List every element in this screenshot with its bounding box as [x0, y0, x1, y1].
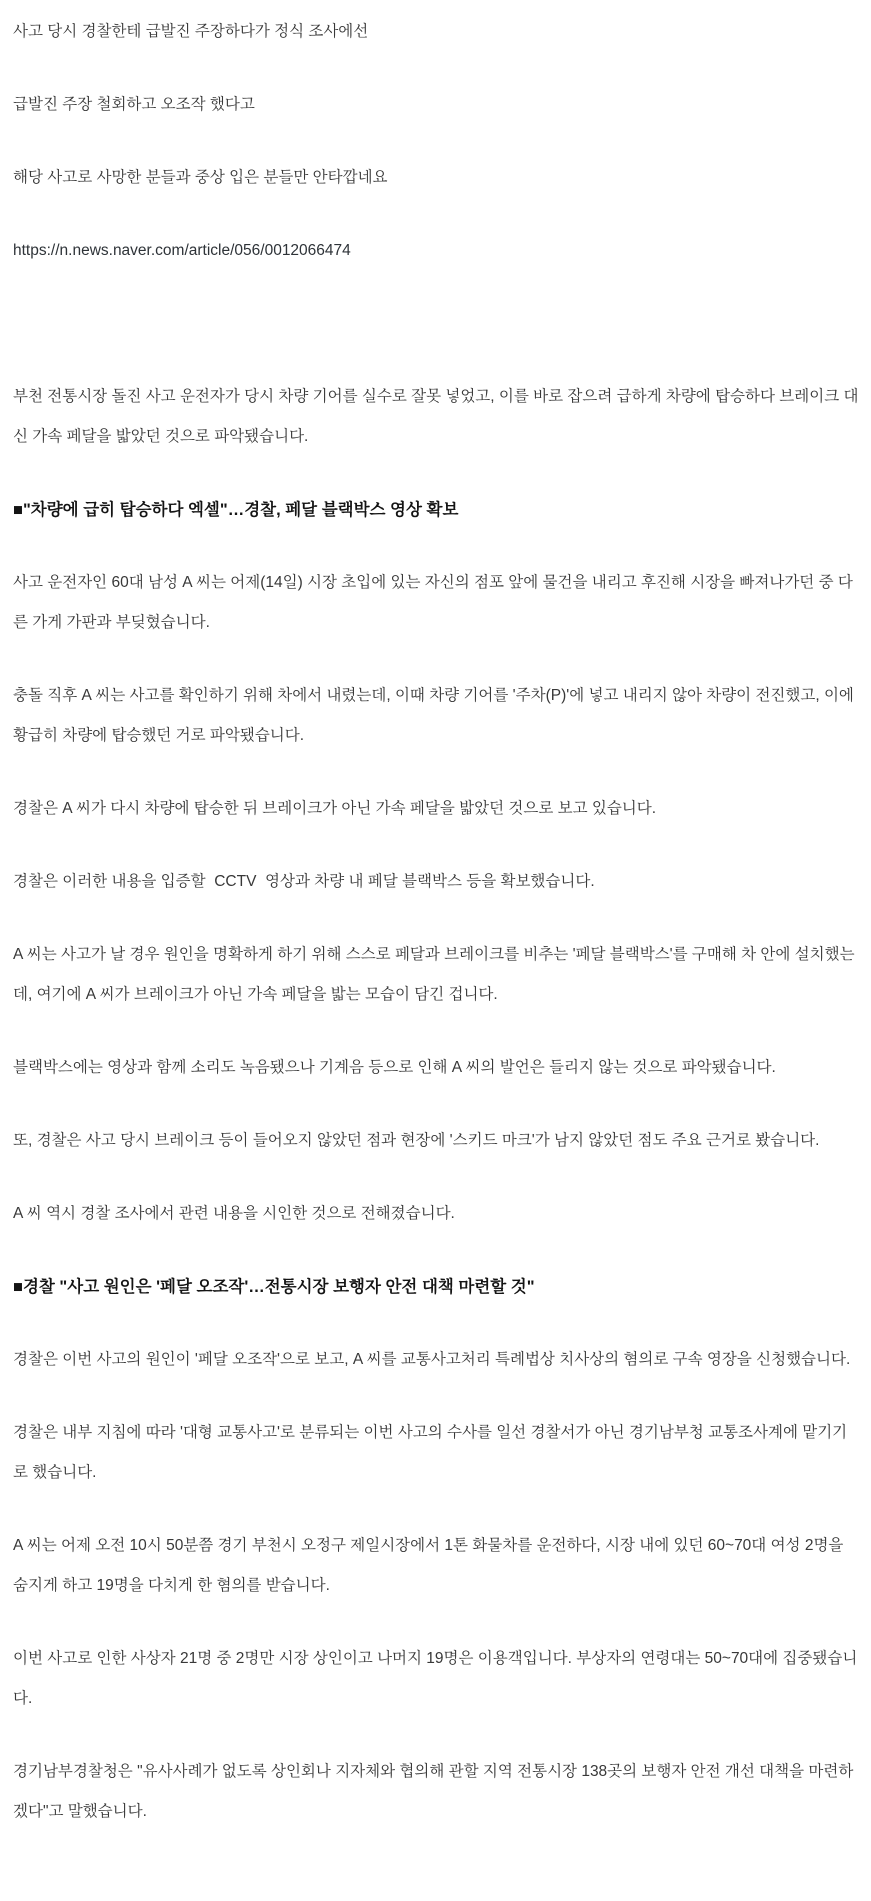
article-paragraph: 또, 경찰은 사고 당시 브레이크 등이 들어오지 않았던 점과 현장에 '스키드 마크'가 남지 않았던 점도 주요 근거로 봤습니다.	[13, 1132, 820, 1149]
source-url-link[interactable]: https://n.news.naver.com/article/056/0012066474	[13, 242, 351, 259]
article-paragraph: 경기남부경찰청은 "유사사례가 없도록 상인회나 지자체와 협의해 관할 지역 전통시장 138곳의 보행자 안전 개선 대책을 마련하겠다"고 말했습니다.	[13, 1763, 854, 1820]
intro-line-1: 사고 당시 경찰한테 급발진 주장하다가 정식 조사에선	[13, 23, 369, 40]
intro-line-3: 해당 사고로 사망한 분들과 중상 입은 분들만 안타깝네요	[13, 169, 388, 186]
intro-line-2: 급발진 주장 철회하고 오조작 했다고	[13, 96, 255, 113]
article-paragraph: A 씨는 어제 오전 10시 50분쯤 경기 부천시 오정구 제일시장에서 1톤 화물차를 운전하다, 시장 내에 있던 60~70대 여성 2명을 숨지게 하고 19명을 다치게 한 혐의를 받습니다.	[13, 1537, 848, 1594]
article-paragraph: A 씨는 사고가 날 경우 원인을 명확하게 하기 위해 스스로 페달과 브레이크를 비추는 '페달 블랙박스'를 구매해 차 안에 설치했는데, 여기에 A 씨가 브레이크가 아닌 가속 페달을 밟는 모습이 담긴 겁니다.	[13, 946, 855, 1003]
article-paragraph: 충돌 직후 A 씨는 사고를 확인하기 위해 차에서 내렸는데, 이때 차량 기어를 '주차(P)'에 넣고 내리지 않아 차량이 전진했고, 이에 황급히 차량에 탑승했던 거로 파악됐습니다.	[13, 687, 859, 744]
article-paragraph: 경찰은 이러한 내용을 입증할 CCTV 영상과 차량 내 페달 블랙박스 등을 확보했습니다.	[13, 873, 595, 890]
article-paragraph: 블랙박스에는 영상과 함께 소리도 녹음됐으나 기계음 등으로 인해 A 씨의 발언은 들리지 않는 것으로 파악됐습니다.	[13, 1059, 776, 1076]
article-paragraph: 이번 사고로 인한 사상자 21명 중 2명만 시장 상인이고 나머지 19명은 이용객입니다. 부상자의 연령대는 50~70대에 집중됐습니다.	[13, 1650, 858, 1707]
article-paragraph: 경찰은 내부 지침에 따라 '대형 교통사고'로 분류되는 이번 사고의 수사를 일선 경찰서가 아닌 경기남부청 교통조사계에 맡기기로 했습니다.	[13, 1424, 848, 1481]
article-lead-paragraph: 부천 전통시장 돌진 사고 운전자가 당시 차량 기어를 실수로 잘못 넣었고, 이를 바로 잡으려 급하게 차량에 탑승하다 브레이크 대신 가속 페달을 밟았던 것으로 파악됐습니다.	[13, 388, 859, 445]
section-heading-1: ■"차량에 급히 탑승하다 엑셀"…경찰, 페달 블랙박스 영상 확보	[13, 501, 459, 519]
article-paragraph: 사고 운전자인 60대 남성 A 씨는 어제(14일) 시장 초입에 있는 자신의 점포 앞에 물건을 내리고 후진해 시장을 빠져나가던 중 다른 가게 가판과 부딪혔습니다.	[13, 574, 853, 631]
section-heading-2: ■경찰 "사고 원인은 '페달 오조작'…전통시장 보행자 안전 대책 마련할 것"	[13, 1278, 535, 1296]
article-paragraph: 경찰은 A 씨가 다시 차량에 탑승한 뒤 브레이크가 아닌 가속 페달을 밟았던 것으로 보고 있습니다.	[13, 800, 657, 817]
article-paragraph: 경찰은 이번 사고의 원인이 '페달 오조작'으로 보고, A 씨를 교통사고처리 특례법상 치사상의 혐의로 구속 영장을 신청했습니다.	[13, 1351, 851, 1368]
blank-line-spacer	[13, 304, 859, 377]
article-paragraph: A 씨 역시 경찰 조사에서 관련 내용을 시인한 것으로 전해졌습니다.	[13, 1205, 455, 1222]
